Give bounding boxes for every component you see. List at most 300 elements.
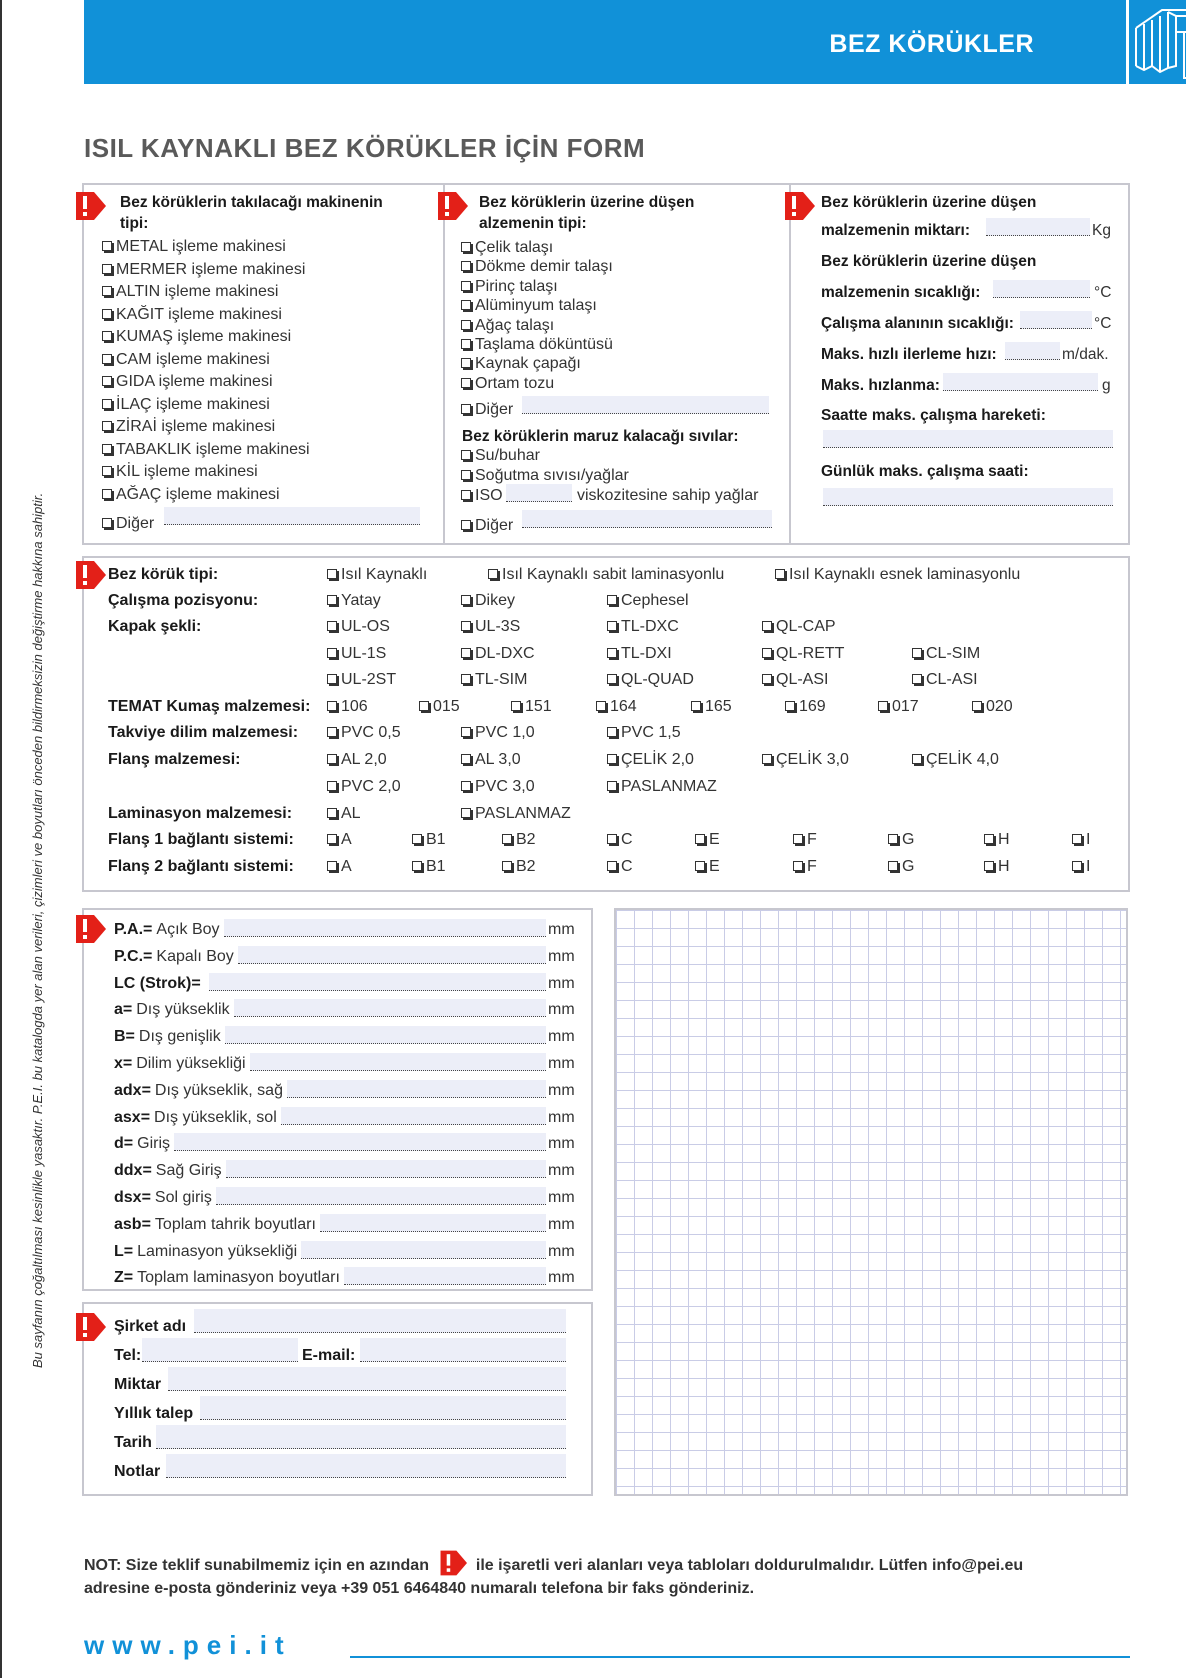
- dimension-desc: Açık Boy: [156, 921, 220, 938]
- spec-row-label: TEMAT Kumaş malzemesi:: [108, 698, 311, 715]
- dimension-desc: Dış genişlik: [138, 1028, 221, 1046]
- checkbox[interactable]: [327, 621, 337, 631]
- dimension-desc: Toplam tahrik boyutları: [154, 1215, 316, 1233]
- checkbox-option-flanges[interactable]: [607, 751, 694, 769]
- option-label: F: [807, 831, 817, 848]
- dimension-label: [114, 1135, 170, 1153]
- spec-row-label: Flanş 2 bağlantı sistemi:: [108, 858, 294, 875]
- checkbox-option-material[interactable]: [461, 258, 613, 276]
- dimension-unit: mm: [548, 1189, 575, 1206]
- checkbox-option-flanges[interactable]: [607, 778, 717, 796]
- dimension-key: asb=: [114, 1215, 151, 1233]
- option-label: A: [341, 831, 352, 848]
- checkbox[interactable]: [762, 674, 772, 684]
- checkbox-option-conns[interactable]: [695, 858, 720, 876]
- falling-qty-input[interactable]: [986, 218, 1090, 236]
- dimension-desc: Kapalı Boy: [156, 947, 234, 965]
- checkbox-option-fabrics[interactable]: [785, 698, 826, 716]
- checkbox-option-fabrics[interactable]: [691, 698, 732, 716]
- checkbox-option-conns[interactable]: [1072, 858, 1090, 876]
- checkbox-option-machine[interactable]: [102, 351, 270, 369]
- dimension-input[interactable]: [226, 1160, 546, 1178]
- checkbox[interactable]: [461, 621, 471, 631]
- checkbox[interactable]: [102, 444, 112, 454]
- iso-input[interactable]: [506, 484, 572, 502]
- checkbox[interactable]: [461, 404, 471, 414]
- spec-row-label: Flanş malzemesi:: [108, 751, 241, 768]
- checkbox[interactable]: [461, 470, 471, 480]
- checkbox-option-machine[interactable]: [102, 463, 258, 481]
- checkbox[interactable]: [607, 754, 617, 764]
- checkbox[interactable]: [102, 489, 112, 499]
- machine-type-title-line2: tipi:: [120, 215, 149, 232]
- checkbox-option-conns[interactable]: [502, 831, 536, 849]
- max-daily-hours-input[interactable]: [823, 488, 1113, 506]
- option-label: GIDA işleme makinesi: [116, 373, 273, 390]
- checkbox[interactable]: [102, 466, 112, 476]
- option-label: B1: [426, 858, 446, 875]
- warning-icon: [72, 915, 106, 943]
- machine-other-input[interactable]: [164, 507, 420, 525]
- option-label: DL-DXC: [475, 645, 535, 662]
- falling-qty-label-line1: Bez körüklerin üzerine düşen: [821, 194, 1037, 211]
- option-label: UL-2ST: [341, 671, 397, 688]
- checkbox-option-conns[interactable]: [412, 831, 446, 849]
- dimension-input[interactable]: [238, 946, 546, 964]
- dimension-input[interactable]: [224, 919, 546, 937]
- checkbox[interactable]: [607, 595, 617, 605]
- falling-temp-unit: °C: [1094, 284, 1112, 301]
- option-label: G: [902, 858, 915, 875]
- option-label: KİL işleme makinesi: [116, 463, 258, 480]
- liquid-option-water[interactable]: [461, 447, 540, 465]
- dimension-label: [114, 1082, 283, 1100]
- option-label: METAL işleme makinesi: [116, 238, 286, 255]
- checkbox[interactable]: [327, 648, 337, 658]
- column-divider: [789, 185, 791, 543]
- checkbox-option-covers[interactable]: [912, 671, 978, 689]
- option-label: CL-SIM: [926, 645, 981, 662]
- checkbox[interactable]: [607, 727, 617, 737]
- dimension-label: [114, 921, 220, 939]
- page-edge-line: [0, 0, 2, 1678]
- dimension-desc: Toplam laminasyon boyutları: [137, 1269, 340, 1287]
- checkbox-option-conns[interactable]: [327, 858, 352, 876]
- checkbox[interactable]: [102, 421, 112, 431]
- option-label: PASLANMAZ: [475, 805, 571, 822]
- checkbox-option-material[interactable]: [461, 375, 554, 393]
- checkbox[interactable]: [461, 450, 471, 460]
- checkbox[interactable]: [912, 674, 922, 684]
- checkbox-option-types[interactable]: [775, 566, 1020, 584]
- checkbox-option-machine[interactable]: [102, 328, 291, 346]
- checkbox-option-conns[interactable]: [984, 831, 1010, 849]
- option-label: E: [709, 858, 720, 875]
- liquids-title: Bez körüklerin maruz kalacağı sıvılar:: [462, 428, 739, 445]
- option-label: QL-CAP: [776, 618, 836, 635]
- checkbox-option-covers[interactable]: [327, 671, 396, 689]
- option-label: 017: [892, 698, 919, 715]
- checkbox[interactable]: [461, 674, 471, 684]
- checkbox[interactable]: [502, 834, 512, 844]
- checkbox[interactable]: [412, 861, 422, 871]
- option-label: TL-DXI: [621, 645, 672, 662]
- dimension-input[interactable]: [320, 1214, 546, 1232]
- checkbox-option-covers[interactable]: [607, 645, 672, 663]
- warning-icon: [72, 561, 106, 589]
- drawing-grid[interactable]: [614, 908, 1128, 1496]
- checkbox[interactable]: [327, 808, 337, 818]
- option-label: Cephesel: [621, 592, 689, 609]
- checkbox-option-flanges[interactable]: [327, 751, 387, 769]
- option-label: 164: [610, 698, 637, 715]
- checkbox-option-conns[interactable]: [888, 858, 914, 876]
- checkbox[interactable]: [793, 834, 803, 844]
- liquid-option-iso[interactable]: [461, 487, 503, 505]
- checkbox[interactable]: [461, 808, 471, 818]
- dimension-input[interactable]: [281, 1107, 546, 1125]
- checkbox-option-covers[interactable]: [607, 618, 679, 636]
- checkbox[interactable]: [461, 648, 471, 658]
- checkbox[interactable]: [327, 595, 337, 605]
- checkbox-option-covers[interactable]: [327, 618, 390, 636]
- checkbox[interactable]: [912, 648, 922, 658]
- checkbox-option-conns[interactable]: [695, 831, 720, 849]
- checkbox-option-lams[interactable]: [327, 805, 361, 823]
- checkbox[interactable]: [888, 834, 898, 844]
- dimension-input[interactable]: [301, 1241, 546, 1259]
- dimension-desc: Dış yükseklik, sol: [154, 1108, 277, 1126]
- checkbox[interactable]: [762, 754, 772, 764]
- checkbox[interactable]: [102, 241, 112, 251]
- option-label: ÇELİK 4,0: [926, 751, 999, 768]
- option-label: AL: [341, 805, 361, 822]
- yearly-demand-label: Yıllık talep: [114, 1405, 194, 1422]
- checkbox-option-fabrics[interactable]: [972, 698, 1013, 716]
- dimension-input[interactable]: [209, 973, 546, 991]
- checkbox-option-covers[interactable]: [327, 645, 386, 663]
- option-label: H: [998, 831, 1010, 848]
- checkbox[interactable]: [461, 358, 471, 368]
- checkbox-option-machine[interactable]: [102, 306, 282, 324]
- option-label: Isıl Kaynaklı esnek laminasyonlu: [789, 566, 1021, 583]
- dimension-key: P.A.=: [114, 921, 153, 938]
- checkbox[interactable]: [984, 834, 994, 844]
- checkbox-option-ribs[interactable]: [327, 724, 401, 742]
- checkbox-option-fabrics[interactable]: [419, 698, 460, 716]
- date-input[interactable]: [156, 1425, 566, 1449]
- checkbox-option-flanges[interactable]: [461, 778, 535, 796]
- dimension-key: asx=: [114, 1108, 151, 1126]
- checkbox-option-covers[interactable]: [762, 618, 836, 636]
- yearly-demand-input[interactable]: [200, 1396, 566, 1420]
- falling-qty-label-line2: malzemenin miktarı:: [821, 222, 971, 239]
- checkbox[interactable]: [327, 781, 337, 791]
- falling-temp-input[interactable]: [993, 280, 1090, 298]
- checkbox[interactable]: [1072, 861, 1082, 871]
- checkbox[interactable]: [762, 648, 772, 658]
- quantity-input[interactable]: [168, 1367, 566, 1391]
- dimension-unit: mm: [548, 1269, 575, 1287]
- checkbox[interactable]: [461, 490, 471, 500]
- checkbox[interactable]: [102, 399, 112, 409]
- checkbox[interactable]: [461, 320, 471, 330]
- checkbox[interactable]: [102, 376, 112, 386]
- checkbox[interactable]: [878, 701, 888, 711]
- dimension-input[interactable]: [225, 1026, 546, 1044]
- dimension-unit: mm: [548, 1001, 575, 1019]
- checkbox[interactable]: [461, 300, 471, 310]
- checkbox[interactable]: [888, 861, 898, 871]
- max-accel-unit: g: [1102, 377, 1111, 394]
- checkbox[interactable]: [102, 264, 112, 274]
- dimension-label: [114, 1216, 316, 1234]
- checkbox[interactable]: [102, 518, 112, 528]
- checkbox-option-flanges[interactable]: [912, 751, 999, 769]
- checkbox-option-fabrics[interactable]: [511, 698, 552, 716]
- company-name-label: Şirket adı: [114, 1318, 187, 1335]
- checkbox[interactable]: [984, 861, 994, 871]
- material-other-option[interactable]: [461, 401, 513, 419]
- liquid-label: Soğutma sıvısı/yağlar: [475, 467, 629, 484]
- checkbox[interactable]: [785, 701, 795, 711]
- option-label: İLAÇ işleme makinesi: [116, 395, 270, 413]
- checkbox[interactable]: [695, 834, 705, 844]
- option-label: AL 2,0: [341, 751, 387, 768]
- checkbox[interactable]: [762, 621, 772, 631]
- checkbox-option-fabrics[interactable]: [596, 698, 637, 716]
- checkbox[interactable]: [327, 569, 337, 579]
- checkbox[interactable]: [327, 834, 337, 844]
- option-label: C: [621, 858, 633, 875]
- checkbox[interactable]: [607, 781, 617, 791]
- checkbox[interactable]: [102, 354, 112, 364]
- checkbox[interactable]: [102, 309, 112, 319]
- option-label: 020: [986, 698, 1013, 715]
- dimension-label: [114, 1109, 277, 1127]
- checkbox[interactable]: [461, 339, 471, 349]
- material-other-input[interactable]: [522, 396, 769, 414]
- checkbox-option-covers[interactable]: [461, 618, 520, 636]
- checkbox[interactable]: [488, 569, 498, 579]
- form-title: ISIL KAYNAKLI BEZ KÖRÜKLER İÇİN FORM: [84, 133, 646, 163]
- option-label: 165: [705, 698, 732, 715]
- checkbox-option-material[interactable]: [461, 336, 613, 354]
- liquid-other-input[interactable]: [522, 510, 772, 528]
- checkbox-option-covers[interactable]: [461, 671, 527, 689]
- checkbox-option-fabrics[interactable]: [878, 698, 919, 716]
- checkbox-option-lams[interactable]: [461, 805, 571, 823]
- checkbox-option-machine[interactable]: [102, 283, 278, 301]
- checkbox[interactable]: [691, 701, 701, 711]
- area-temp-input[interactable]: [1020, 311, 1092, 329]
- checkbox[interactable]: [102, 286, 112, 296]
- checkbox-option-conns[interactable]: [1072, 831, 1090, 849]
- note-text-a: NOT: Size teklif sunabilmemiz için en azından: [84, 1557, 429, 1574]
- checkbox-option-conns[interactable]: [793, 858, 817, 876]
- checkbox[interactable]: [461, 378, 471, 388]
- option-label: PVC 1,5: [621, 724, 681, 741]
- option-label: 169: [799, 698, 826, 715]
- checkbox-option-fabrics[interactable]: [327, 698, 368, 716]
- option-label: PASLANMAZ: [621, 778, 717, 795]
- checkbox-option-covers[interactable]: [461, 645, 535, 663]
- checkbox-option-machine[interactable]: [102, 441, 310, 459]
- dimension-input[interactable]: [250, 1053, 546, 1071]
- dimension-key: Z=: [114, 1269, 134, 1287]
- header-title: BEZ KÖRÜKLER: [829, 30, 1034, 58]
- option-label: Yatay: [341, 592, 381, 609]
- date-label: Tarih: [114, 1434, 152, 1451]
- dimension-key: L=: [114, 1242, 134, 1260]
- checkbox[interactable]: [327, 701, 337, 711]
- dimension-input[interactable]: [234, 999, 546, 1017]
- dimension-input[interactable]: [174, 1133, 546, 1151]
- checkbox[interactable]: [1072, 834, 1082, 844]
- checkbox-option-machine[interactable]: [102, 261, 305, 279]
- company-name-input[interactable]: [194, 1309, 566, 1333]
- checkbox[interactable]: [327, 674, 337, 684]
- checkbox[interactable]: [793, 861, 803, 871]
- checkbox-option-flanges[interactable]: [762, 751, 849, 769]
- checkbox-option-conns[interactable]: [888, 831, 914, 849]
- checkbox[interactable]: [461, 242, 471, 252]
- checkbox[interactable]: [327, 727, 337, 737]
- option-label: PVC 2,0: [341, 778, 401, 795]
- checkbox-option-conns[interactable]: [607, 831, 633, 849]
- checkbox[interactable]: [461, 754, 471, 764]
- tel-input[interactable]: [142, 1338, 298, 1362]
- checkbox-option-conns[interactable]: [607, 858, 633, 876]
- option-label: AĞAÇ işleme makinesi: [116, 485, 280, 503]
- checkbox[interactable]: [327, 754, 337, 764]
- checkbox-option-positions[interactable]: [327, 592, 381, 610]
- checkbox-option-conns[interactable]: [327, 831, 352, 849]
- option-label: H: [998, 858, 1010, 875]
- checkbox-option-machine[interactable]: [102, 418, 275, 436]
- liquid-option-coolant[interactable]: [461, 467, 629, 485]
- checkbox[interactable]: [502, 861, 512, 871]
- checkbox[interactable]: [607, 648, 617, 658]
- iso-label: ISO: [475, 487, 503, 504]
- checkbox[interactable]: [695, 861, 705, 871]
- dimension-unit: mm: [548, 1162, 575, 1180]
- spec-row-label: Laminasyon malzemesi:: [108, 805, 293, 822]
- checkbox-option-flanges[interactable]: [461, 751, 521, 769]
- checkbox-option-conns[interactable]: [984, 858, 1010, 876]
- dimension-desc: Dilim yüksekliği: [136, 1055, 246, 1072]
- dimension-input[interactable]: [216, 1187, 546, 1205]
- material-other-label: Diğer: [475, 401, 514, 418]
- checkbox[interactable]: [607, 861, 617, 871]
- checkbox-option-material[interactable]: [461, 317, 554, 335]
- dimension-desc: Sol giriş: [154, 1189, 212, 1206]
- checkbox-option-ribs[interactable]: [607, 724, 681, 742]
- dimension-label: [114, 1162, 222, 1180]
- footer-rule: [350, 1656, 1130, 1658]
- dimension-input[interactable]: [344, 1267, 546, 1285]
- checkbox-option-flanges[interactable]: [327, 778, 401, 796]
- email-label: E-mail:: [302, 1347, 356, 1364]
- checkbox[interactable]: [102, 331, 112, 341]
- checkbox[interactable]: [461, 261, 471, 271]
- checkbox[interactable]: [607, 674, 617, 684]
- checkbox[interactable]: [461, 281, 471, 291]
- falling-material-title-line2: alzemenin tipi:: [479, 215, 587, 232]
- checkbox-option-positions[interactable]: [607, 592, 689, 610]
- checkbox-option-conns[interactable]: [793, 831, 817, 849]
- checkbox-option-conns[interactable]: [502, 858, 536, 876]
- checkbox[interactable]: [461, 520, 471, 530]
- checkbox-option-ribs[interactable]: [461, 724, 535, 742]
- machine-other-option[interactable]: [102, 515, 154, 533]
- falling-temp-label-line1: Bez körüklerin üzerine düşen: [821, 253, 1037, 270]
- falling-qty-unit: Kg: [1092, 222, 1111, 239]
- dimension-input[interactable]: [287, 1080, 546, 1098]
- max-moves-per-hour-input[interactable]: [823, 430, 1113, 448]
- checkbox[interactable]: [461, 781, 471, 791]
- checkbox-option-machine[interactable]: [102, 373, 273, 391]
- checkbox[interactable]: [327, 861, 337, 871]
- checkbox-option-conns[interactable]: [412, 858, 446, 876]
- checkbox[interactable]: [596, 701, 606, 711]
- checkbox-option-covers[interactable]: [762, 671, 828, 689]
- checkbox[interactable]: [419, 701, 429, 711]
- checkbox-option-covers[interactable]: [607, 671, 694, 689]
- checkbox[interactable]: [511, 701, 521, 711]
- liquid-other-option[interactable]: [461, 517, 513, 535]
- checkbox[interactable]: [461, 727, 471, 737]
- dimension-key: adx=: [114, 1081, 151, 1099]
- checkbox-option-types[interactable]: [327, 566, 427, 584]
- email-input[interactable]: [360, 1338, 566, 1362]
- warning-icon: [781, 192, 815, 220]
- checkbox-option-machine[interactable]: [102, 486, 280, 504]
- checkbox-option-types[interactable]: [488, 566, 724, 584]
- checkbox-option-material[interactable]: [461, 297, 597, 315]
- checkbox-option-machine[interactable]: [102, 396, 270, 414]
- checkbox-option-covers[interactable]: [912, 645, 980, 663]
- checkbox-option-machine[interactable]: [102, 238, 286, 256]
- dimension-key: x=: [114, 1055, 133, 1072]
- max-speed-input[interactable]: [1005, 342, 1060, 360]
- checkbox-option-material[interactable]: [461, 355, 581, 373]
- notes-input[interactable]: [166, 1454, 566, 1478]
- option-label: B2: [516, 831, 536, 848]
- machine-other-label: Diğer: [116, 515, 155, 532]
- checkbox[interactable]: [912, 754, 922, 764]
- checkbox[interactable]: [775, 569, 785, 579]
- checkbox[interactable]: [461, 595, 471, 605]
- checkbox-option-positions[interactable]: [461, 592, 515, 610]
- website-link[interactable]: www.pei.it: [84, 1630, 292, 1660]
- option-label: MERMER işleme makinesi: [116, 260, 306, 278]
- checkbox[interactable]: [972, 701, 982, 711]
- option-label: G: [902, 831, 915, 848]
- checkbox-option-material[interactable]: [461, 278, 558, 296]
- checkbox[interactable]: [607, 834, 617, 844]
- checkbox[interactable]: [412, 834, 422, 844]
- dimension-label: [114, 1269, 340, 1287]
- option-label: QL-QUAD: [621, 671, 694, 688]
- max-speed-label: Maks. hızlı ilerleme hızı:: [821, 346, 997, 363]
- checkbox[interactable]: [607, 621, 617, 631]
- max-accel-input[interactable]: [943, 373, 1098, 391]
- checkbox-option-covers[interactable]: [762, 645, 844, 663]
- max-moves-per-hour-label: Saatte maks. çalışma hareketi:: [821, 407, 1046, 424]
- spec-row-label: Kapak şekli:: [108, 618, 202, 635]
- checkbox-option-material[interactable]: [461, 239, 553, 257]
